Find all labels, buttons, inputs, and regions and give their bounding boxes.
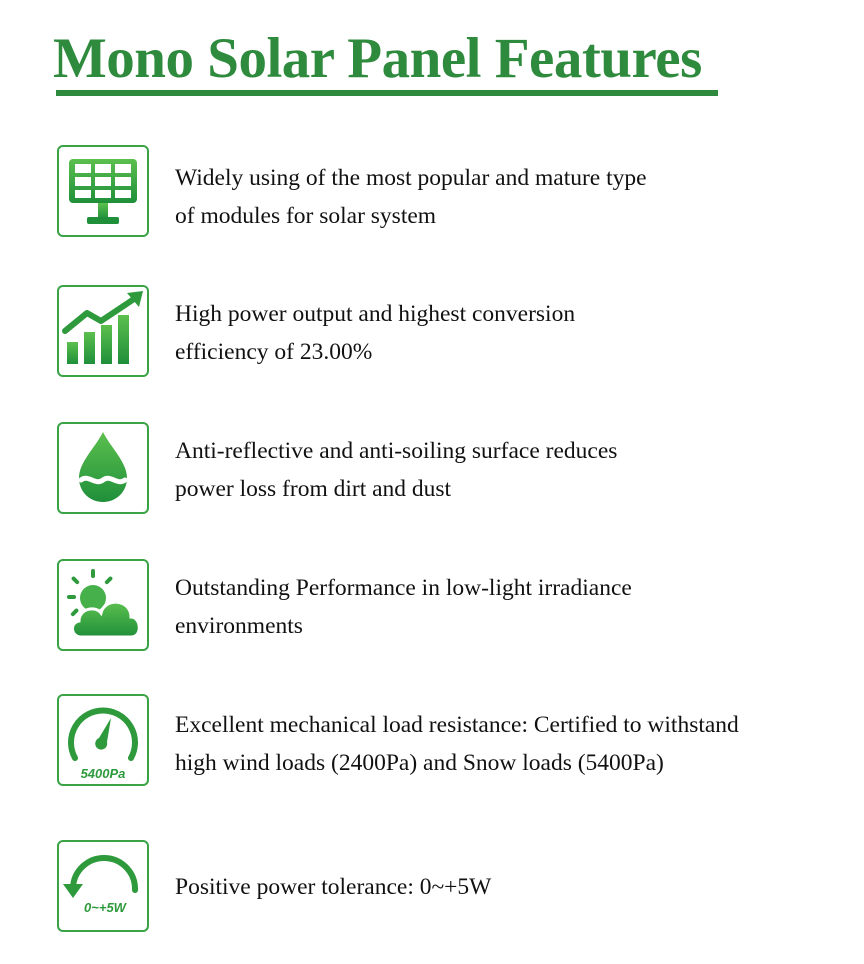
feature-text-line-1: Positive power tolerance: 0~+5W xyxy=(175,874,492,900)
page-title: Mono Solar Panel Features xyxy=(53,27,702,90)
water-drop-icon xyxy=(57,422,149,514)
feature-text-line-2: power loss from dirt and dust xyxy=(175,476,452,502)
power-tolerance-icon xyxy=(57,840,149,932)
feature-text-line-1: Anti-reflective and anti-soiling surface reduces xyxy=(175,438,618,464)
pressure-gauge-icon xyxy=(57,694,149,786)
solar-panel-icon xyxy=(57,145,149,237)
growth-chart-icon xyxy=(57,285,149,377)
feature-text-line-1: High power output and highest conversion xyxy=(175,301,576,327)
feature-text-line-1: Outstanding Performance in low-light irradiance xyxy=(175,575,632,601)
feature-text-line-1: Excellent mechanical load resistance: Certified to withstand xyxy=(175,712,739,738)
feature-text-line-2: efficiency of 23.00% xyxy=(175,339,373,365)
feature-text-line-2: of modules for solar system xyxy=(175,203,437,229)
sun-cloud-icon xyxy=(57,559,149,651)
title-underline xyxy=(56,90,718,96)
feature-text-line-1: Widely using of the most popular and mature type xyxy=(175,165,647,191)
feature-text-line-2: high wind loads (2400Pa) and Snow loads (5400Pa) xyxy=(175,750,664,776)
gauge-label: 5400Pa xyxy=(80,766,126,781)
tolerance-label: 0~+5W xyxy=(84,900,126,915)
feature-text-line-2: environments xyxy=(175,613,303,639)
